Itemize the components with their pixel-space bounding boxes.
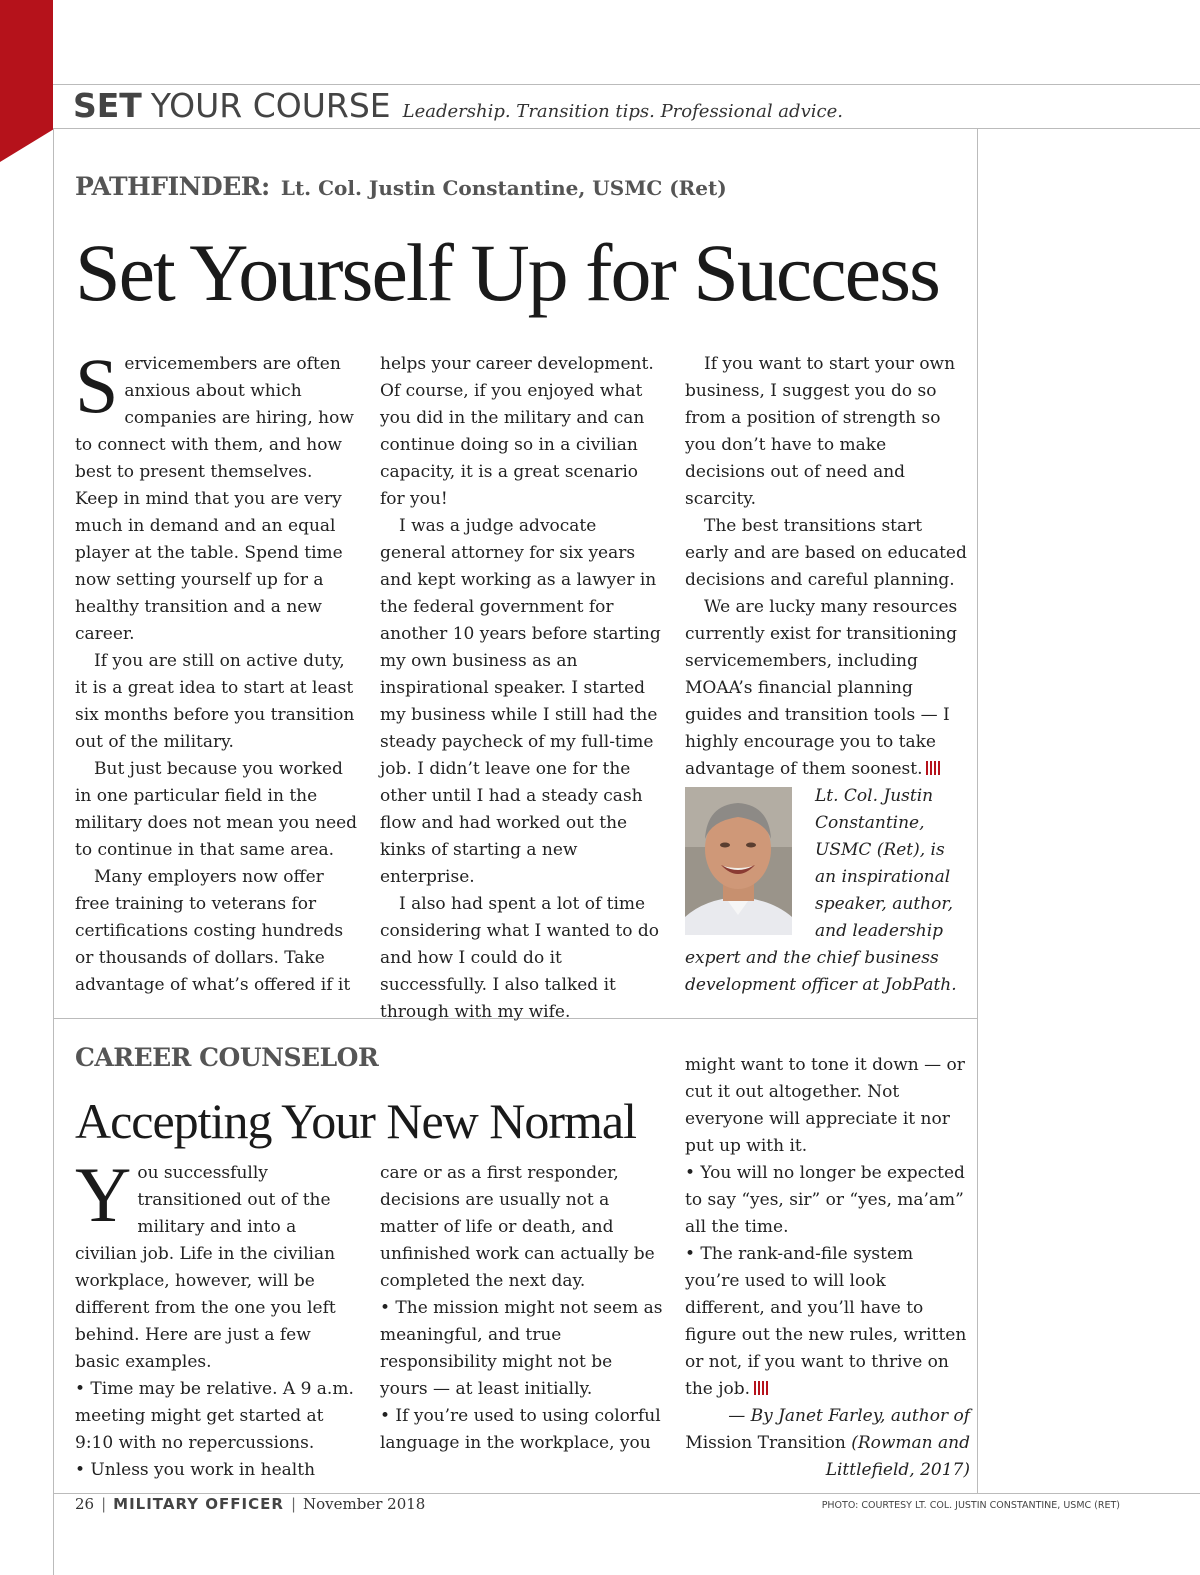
section-tagline: Leadership. Transition tips. Professional advice. bbox=[402, 101, 843, 122]
article2-kicker: CAREER COUNSELOR bbox=[75, 1043, 379, 1072]
paragraph-text: ervicemembers are often anxious about which companies are hiring, how to connect with them, and how best to present themselves. Keep in mind that you are very much in demand and an equal player at the table. Spend time now setting yourself up for a healthy transition and a new career. bbox=[75, 354, 354, 644]
end-mark-icon bbox=[754, 1381, 769, 1395]
article1-paragraph: But just because you worked in one particular field in the military does not mean you need to continue in that same area. bbox=[75, 759, 358, 860]
article1-paragraph: helps your career development. Of course, if you enjoyed what you did in the military and can continue doing so in a civilian capacity, it is a great scenario for you! bbox=[380, 354, 654, 509]
drop-cap: Y bbox=[75, 1151, 132, 1238]
section-title-bold: SET bbox=[73, 86, 142, 125]
article2-column-1 bbox=[75, 1151, 360, 1484]
drop-cap: S bbox=[75, 342, 119, 429]
article1-paragraph bbox=[75, 342, 360, 648]
footer-rule bbox=[53, 1493, 1200, 1494]
article1-paragraph bbox=[685, 594, 970, 783]
section-header bbox=[73, 86, 843, 128]
page-footer bbox=[75, 1495, 425, 1513]
article2-headline: Accepting Your New Normal bbox=[75, 1093, 637, 1149]
article1-headline: Set Yourself Up for Success bbox=[75, 227, 939, 318]
bullet-item-continued: might want to tone it down — or cut it out altogether. Not everyone will appreciate it nor put up with it. bbox=[685, 1055, 965, 1156]
bullet-item: • You will no longer be expected to say “yes, sir” or “yes, ma’am” all the time. bbox=[685, 1163, 965, 1237]
bullet-item-continued: care or as a first responder, decisions are usually not a matter of life or death, and unfinished work can actually be completed the next day. bbox=[380, 1163, 655, 1291]
paragraph-text: ou successfully transitioned out of the military and into a civilian job. Life in the civilian workplace, however, will be different from the one you left behind. Here are just a few basic examples. bbox=[75, 1163, 336, 1372]
author-bio-text: Lt. Col. Justin Constantine, USMC (Ret), is an inspirational speaker, author, and leadership expert and the chief business development officer at JobPath. bbox=[685, 786, 957, 995]
author-bio bbox=[685, 783, 970, 999]
section-title-light: YOUR COURSE bbox=[150, 86, 391, 125]
page-number: 26 bbox=[75, 1495, 95, 1513]
byline-book-title: Mission Transition bbox=[685, 1433, 846, 1453]
article1-paragraph: The best transitions start early and are based on educated decisions and careful planning. bbox=[685, 516, 967, 590]
article1-paragraph: I also had spent a lot of time considering what I wanted to do and how I could do it successfully. I also talked it through with my wife. bbox=[380, 894, 659, 1022]
bullet-item: • If you’re used to using colorful language in the workplace, you bbox=[380, 1406, 661, 1453]
article1-paragraph: If you are still on active duty, it is a great idea to start at least six months before you transition out of the military. bbox=[75, 651, 355, 752]
photo-credit: PHOTO: COURTESY LT. COL. JUSTIN CONSTANTINE, USMC (RET) bbox=[821, 1500, 1120, 1511]
byline-prefix: — By Janet Farley, author of bbox=[728, 1406, 970, 1426]
footer-separator: | bbox=[101, 1495, 107, 1513]
article1-kicker bbox=[75, 172, 727, 201]
bullet-text: • The rank-and-file system you’re used to will look different, and you’ll have to figure out the new rules, written or not, if you want to thrive on the job. bbox=[685, 1244, 967, 1399]
article1-column-2 bbox=[380, 351, 665, 1026]
bullet-item: • Time may be relative. A 9 a.m. meeting might get started at 9:10 with no repercussions. bbox=[75, 1379, 354, 1453]
photo-wrap-spacer bbox=[685, 783, 815, 945]
article2-column-2 bbox=[380, 1160, 665, 1457]
article1-paragraph: Many employers now offer free training to veterans for certifications costing hundreds or thousands of dollars. Take advantage of what’s offered if it bbox=[75, 867, 351, 995]
article1-column-3 bbox=[685, 351, 970, 783]
bullet-item: • Unless you work in health bbox=[75, 1460, 316, 1480]
article1-column-1 bbox=[75, 342, 360, 999]
article2-paragraph bbox=[75, 1151, 360, 1376]
section-color-tab bbox=[0, 0, 53, 162]
kicker-author-name: Lt. Col. Justin Constantine, USMC (Ret) bbox=[280, 176, 727, 200]
paragraph-text: We are lucky many resources currently exist for transitioning servicemembers, including MOAA’s financial planning guides and transition tools — I highly encourage you to take advantage of them soonest. bbox=[685, 597, 958, 779]
issue-date: November 2018 bbox=[303, 1495, 426, 1513]
article1-paragraph: I was a judge advocate general attorney for six years and kept working as a lawyer in the federal government for another 10 years before starting my own business as an inspirational speaker. I started my business while I still had the steady paycheck of my full-time job. I didn’t leave one for the other until I had a steady cash flow and had worked out the kinks of starting a new enterprise. bbox=[380, 516, 661, 887]
page-right-rule bbox=[977, 128, 978, 1493]
kicker-label: PATHFINDER: bbox=[75, 172, 270, 201]
article1-paragraph: If you want to start your own business, I suggest you do so from a position of strength so you don’t have to make decisions out of need and scarcity. bbox=[685, 354, 956, 509]
article2-byline bbox=[685, 1403, 970, 1484]
bullet-item: • The mission might not seem as meaningful, and true responsibility might not be yours — at least initially. bbox=[380, 1298, 663, 1399]
footer-separator: | bbox=[290, 1495, 296, 1513]
end-mark-icon bbox=[926, 761, 941, 775]
article2-column-3 bbox=[685, 1052, 970, 1484]
page-left-rule bbox=[53, 128, 54, 1575]
bullet-item bbox=[685, 1241, 970, 1403]
header-top-rule bbox=[53, 84, 1200, 85]
publication-name: MILITARY OFFICER bbox=[113, 1495, 284, 1513]
byline-publisher: (Rowman and Littlefield, 2017) bbox=[825, 1433, 970, 1480]
header-bottom-rule bbox=[53, 128, 1200, 129]
